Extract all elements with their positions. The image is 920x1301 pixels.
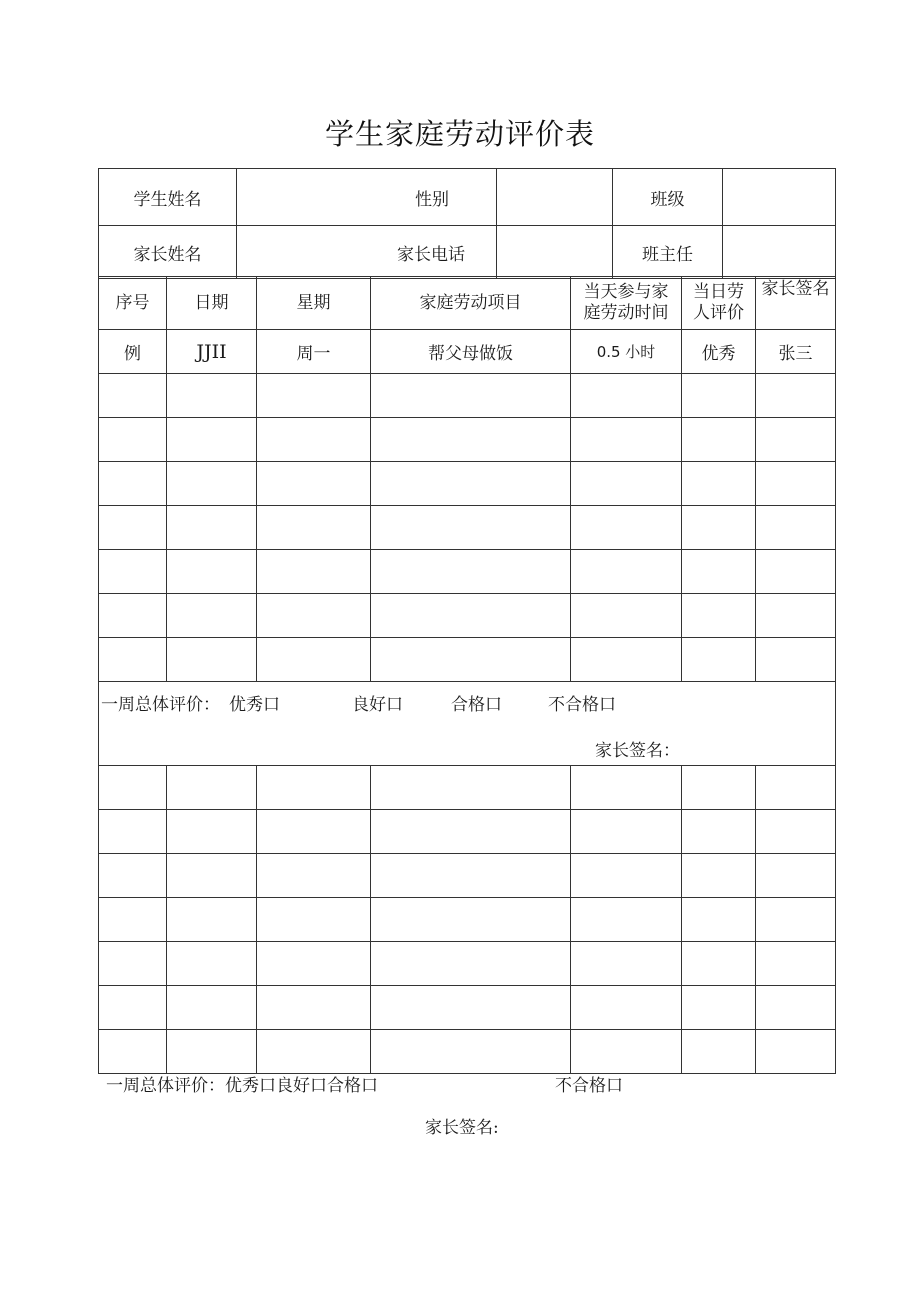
header-project: 家庭劳动项目 [371,277,571,330]
student-name-label: 学生姓名 [99,169,237,226]
cell[interactable] [99,854,167,898]
header-time [571,277,682,330]
cell[interactable] [682,766,756,810]
cell[interactable] [571,506,682,550]
cell[interactable] [99,550,167,594]
labor-log-table [98,276,836,1074]
cell[interactable] [167,854,257,898]
example-sign: 张三 [756,330,836,374]
cell[interactable] [167,942,257,986]
cell[interactable] [371,506,571,550]
parent-name-label: 家长姓名 [99,226,237,279]
parent-phone-field[interactable] [497,226,613,279]
cell[interactable] [756,854,836,898]
bottom-summary-line: 一周总体评价：优秀口良好口合格口 [106,1076,378,1096]
cell[interactable] [682,418,756,462]
header-eval [682,277,756,330]
example-no: 例 [99,330,167,374]
cell[interactable] [167,374,257,418]
cell[interactable] [571,986,682,1030]
cell[interactable] [371,374,571,418]
cell[interactable] [257,854,371,898]
cell[interactable] [682,986,756,1030]
cell[interactable] [571,766,682,810]
cell[interactable] [756,594,836,638]
example-date: JJII [167,330,257,374]
cell[interactable] [371,550,571,594]
cell[interactable] [257,898,371,942]
cell[interactable] [756,986,836,1030]
cell[interactable] [682,810,756,854]
cell[interactable] [756,638,836,682]
example-row [99,330,836,374]
cell[interactable] [99,1030,167,1074]
parent-phone-label: 家长电话 [237,226,497,279]
cell[interactable] [682,462,756,506]
cell[interactable] [257,810,371,854]
cell[interactable] [167,462,257,506]
cell[interactable] [682,854,756,898]
cell[interactable] [756,462,836,506]
cell[interactable] [571,942,682,986]
week-summary-row [99,682,836,766]
table-row [99,766,836,810]
cell[interactable] [167,898,257,942]
cell[interactable] [257,506,371,550]
cell[interactable] [257,766,371,810]
example-eval: 优秀 [682,330,756,374]
header-date: 日期 [167,277,257,330]
cell[interactable] [257,942,371,986]
example-time: 0.5 小时 [571,330,682,374]
cell[interactable] [371,986,571,1030]
cell[interactable] [167,766,257,810]
cell[interactable] [371,942,571,986]
cell[interactable] [571,418,682,462]
cell[interactable] [756,506,836,550]
header-eval-line1: 当日劳 [693,282,744,302]
cell[interactable] [371,1030,571,1074]
table-row [99,1030,836,1074]
cell[interactable] [99,418,167,462]
cell[interactable] [99,986,167,1030]
bottom-parent-sign: 家长签名: [425,1118,499,1138]
table-row [99,418,836,462]
cell[interactable] [257,638,371,682]
cell[interactable] [371,418,571,462]
cell[interactable] [682,506,756,550]
cell[interactable] [571,854,682,898]
cell[interactable] [756,418,836,462]
header-weekday: 星期 [257,277,371,330]
cell[interactable] [371,462,571,506]
cell[interactable] [167,986,257,1030]
cell[interactable] [571,1030,682,1074]
cell[interactable] [571,550,682,594]
log-header-row [99,277,836,330]
cell[interactable] [167,550,257,594]
cell[interactable] [99,594,167,638]
cell[interactable] [257,418,371,462]
cell[interactable] [99,766,167,810]
table-row [99,594,836,638]
cell[interactable] [371,766,571,810]
gender-label: 性别 [237,169,497,226]
class-label: 班级 [613,169,723,226]
student-info-table [98,168,836,279]
cell[interactable] [371,638,571,682]
checkbox-excellent[interactable]: 优秀口 [229,695,280,715]
head-teacher-field[interactable] [723,226,836,279]
week-summary-parent-sign: 家长签名： [595,741,680,761]
cell[interactable] [756,942,836,986]
cell[interactable] [682,594,756,638]
cell[interactable] [756,898,836,942]
cell[interactable] [167,1030,257,1074]
gender-field[interactable] [497,169,613,226]
week-summary-cell [99,682,836,766]
cell[interactable] [257,986,371,1030]
cell[interactable] [371,854,571,898]
table-row [99,374,836,418]
cell[interactable] [257,594,371,638]
table-row [99,506,836,550]
cell[interactable] [99,374,167,418]
cell[interactable] [682,550,756,594]
cell[interactable] [682,942,756,986]
checkbox-good[interactable]: 良好口 [352,695,403,715]
checkbox-fail[interactable]: 不合格口 [548,695,616,715]
cell[interactable] [571,374,682,418]
cell[interactable] [571,462,682,506]
header-sign: 家长签名 [756,277,836,330]
cell[interactable] [756,1030,836,1074]
cell[interactable] [682,638,756,682]
cell[interactable] [167,594,257,638]
table-row [99,942,836,986]
table-row [99,638,836,682]
cell[interactable] [371,898,571,942]
info-row-2 [99,226,836,279]
cell[interactable] [371,810,571,854]
page-title: 学生家庭劳动评价表 [324,117,595,151]
cell[interactable] [257,374,371,418]
cell[interactable] [682,1030,756,1074]
header-eval-line2: 人评价 [693,303,744,323]
bottom-summary-fail[interactable]: 不合格口 [555,1076,623,1096]
table-row [99,986,836,1030]
info-row-1 [99,169,836,226]
cell[interactable] [167,418,257,462]
example-weekday: 周一 [257,330,371,374]
checkbox-pass[interactable]: 合格口 [451,695,502,715]
cell[interactable] [99,942,167,986]
cell[interactable] [756,810,836,854]
cell[interactable] [571,898,682,942]
cell[interactable] [756,766,836,810]
table-row [99,550,836,594]
cell[interactable] [257,550,371,594]
cell[interactable] [756,550,836,594]
class-field[interactable] [723,169,836,226]
cell[interactable] [167,638,257,682]
cell[interactable] [571,810,682,854]
cell[interactable] [167,810,257,854]
header-time-line2: 庭劳动时间 [583,303,669,323]
cell[interactable] [99,898,167,942]
cell[interactable] [167,506,257,550]
cell[interactable] [257,462,371,506]
table-row [99,898,836,942]
cell[interactable] [756,374,836,418]
header-time-line1: 当天参与家 [583,282,669,302]
head-teacher-label: 班主任 [613,226,723,279]
cell[interactable] [682,898,756,942]
cell[interactable] [682,374,756,418]
table-row [99,810,836,854]
cell[interactable] [99,506,167,550]
cell[interactable] [371,594,571,638]
cell[interactable] [99,810,167,854]
cell[interactable] [99,638,167,682]
example-project: 帮父母做饭 [371,330,571,374]
header-no: 序号 [99,277,167,330]
week-summary-label: 一周总体评价： [101,695,220,715]
cell[interactable] [257,1030,371,1074]
cell[interactable] [571,594,682,638]
cell[interactable] [99,462,167,506]
cell[interactable] [571,638,682,682]
table-row [99,854,836,898]
table-row [99,462,836,506]
